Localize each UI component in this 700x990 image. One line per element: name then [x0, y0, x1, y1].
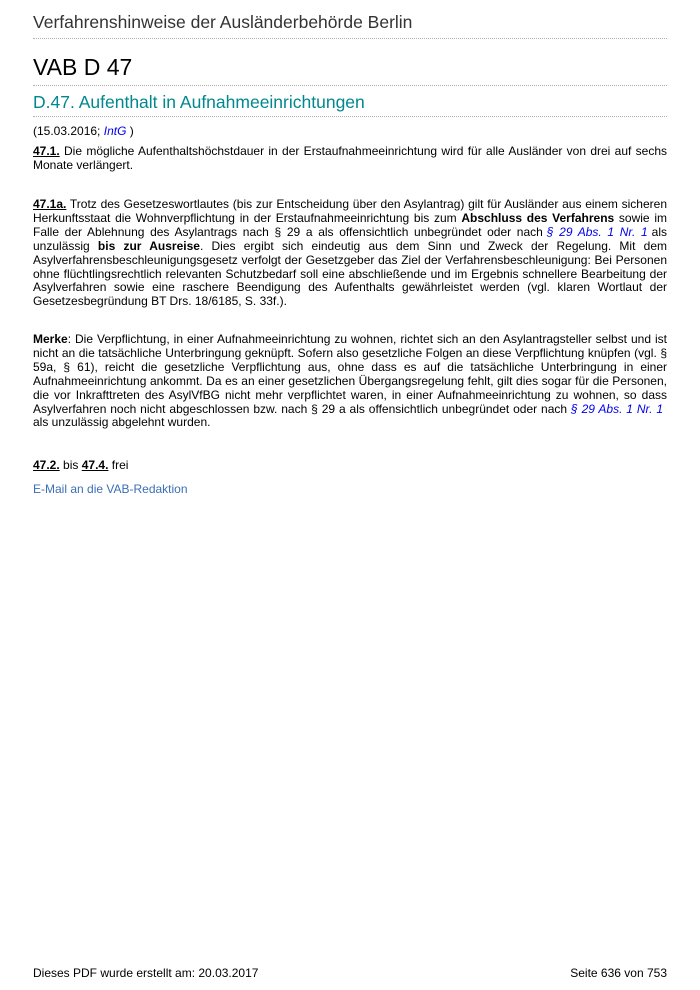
date-line	[33, 124, 134, 138]
paragraph-text: als unzulässig abgelehnt wurden.	[33, 415, 211, 430]
emphasis-text: Abschluss des Verfahrens	[461, 210, 615, 225]
footer-created-date: Dieses PDF wurde erstellt am: 20.03.2017	[33, 966, 259, 980]
paragraph-text: : Die Verpflichtung, in einer Aufnahmeeinrichtung zu wohnen, richtet sich an den Asylantragsteller selbst und ist nicht an die tatsächliche Unterbringung geknüpft. Sofern also gesetzliche Folgen an diese Verpflichtung knüpfen (vgl. § 59a, § 61), reicht die gesetzliche Verpflichtung aus, ohne dass es auf die tatsächliche Unterbringung in einer Aufnahmeeinrichtung ankommt. Da es an einer gesetzlichen Übergangsregelung fehlt, gilt dies sogar für die Personen, die vor Inkrafttreten des AsylVfBG nicht mehr verpflichtet waren, in einer Aufnahmeeinrichtung zu wohnen, so dass Asylverfahren noch nicht abgeschlossen bzw. nach § 29 a als offensichtlich unbegründet oder nach	[33, 332, 667, 416]
email-editorial-link[interactable]: E-Mail an die VAB-Redaktion	[33, 482, 188, 496]
paragraph-text: . Dies ergibt sich eindeutig aus dem Sinn und Zweck der Regelung. Mit dem Asylverfahrensbeschleunigungsgesetz verfolgt der Gesetzgeber das Ziel der Verfahrensbeschleunigung: Bei Personen ohne flüchtlingsrechtlich relevanten Schutzbedarf soll eine abschließende und im Ergebnis schnellere Bearbeitung der Asylverfahren sowie eine raschere Beendigung des Aufenthalts gewährleistet werden (vgl. klaren Wortlaut der Gesetzesbegründung BT Drs. 18/6185, S. 33f.).	[33, 238, 667, 309]
paragraph-number[interactable]: 47.1.	[33, 144, 60, 158]
paragraph-47-1	[33, 145, 667, 173]
document-header: Verfahrenshinweise der Ausländerbehörde Berlin	[33, 12, 667, 39]
law-reference-link[interactable]: § 29 Abs. 1 Nr. 1	[571, 401, 663, 416]
paragraph-number[interactable]: 47.4.	[81, 458, 109, 472]
paragraph-number[interactable]: 47.1a.	[33, 197, 67, 211]
date-text: (15.03.2016;	[33, 124, 101, 138]
paragraph-text: frei	[111, 458, 129, 472]
paragraph-text: sowie im Falle der Ablehnung des Asylantrags nach § 29 a als offensichtlich unbegründet oder nach	[33, 210, 667, 239]
merke-label: Merke	[33, 332, 68, 346]
emphasis-text: bis zur Ausreise	[97, 238, 200, 253]
paragraph-text: als unzulässig	[33, 224, 667, 253]
law-reference-link[interactable]: § 29 Abs. 1 Nr. 1	[546, 224, 648, 239]
paragraph-number[interactable]: 47.2.	[33, 458, 60, 472]
paragraph-text: bis	[63, 458, 79, 472]
section-title: D.47. Aufenthalt in Aufnahmeeinrichtungen	[33, 92, 667, 117]
paragraph-47-2-to-47-4	[33, 459, 667, 473]
footer-page-number: Seite 636 von 753	[570, 966, 667, 980]
paragraph-47-1a	[33, 198, 667, 309]
document-id: VAB D 47	[33, 54, 667, 86]
intg-link[interactable]: IntG	[103, 124, 127, 138]
date-close: )	[129, 124, 134, 138]
paragraph-text: Trotz des Gesetzeswortlautes (bis zur Entscheidung über den Asylantrag) gilt für Ausländer aus einem sicheren Herkunftsstaat die Wohnverpflichtung in der Erstaufnahmeeinrichtung bis zum	[33, 197, 667, 225]
paragraph-text: Die mögliche Aufenthaltshöchstdauer in der Erstaufnahmeeinrichtung wird für alle Ausländer von drei auf sechs Monate verlängert.	[33, 144, 667, 172]
paragraph-merke	[33, 333, 667, 430]
